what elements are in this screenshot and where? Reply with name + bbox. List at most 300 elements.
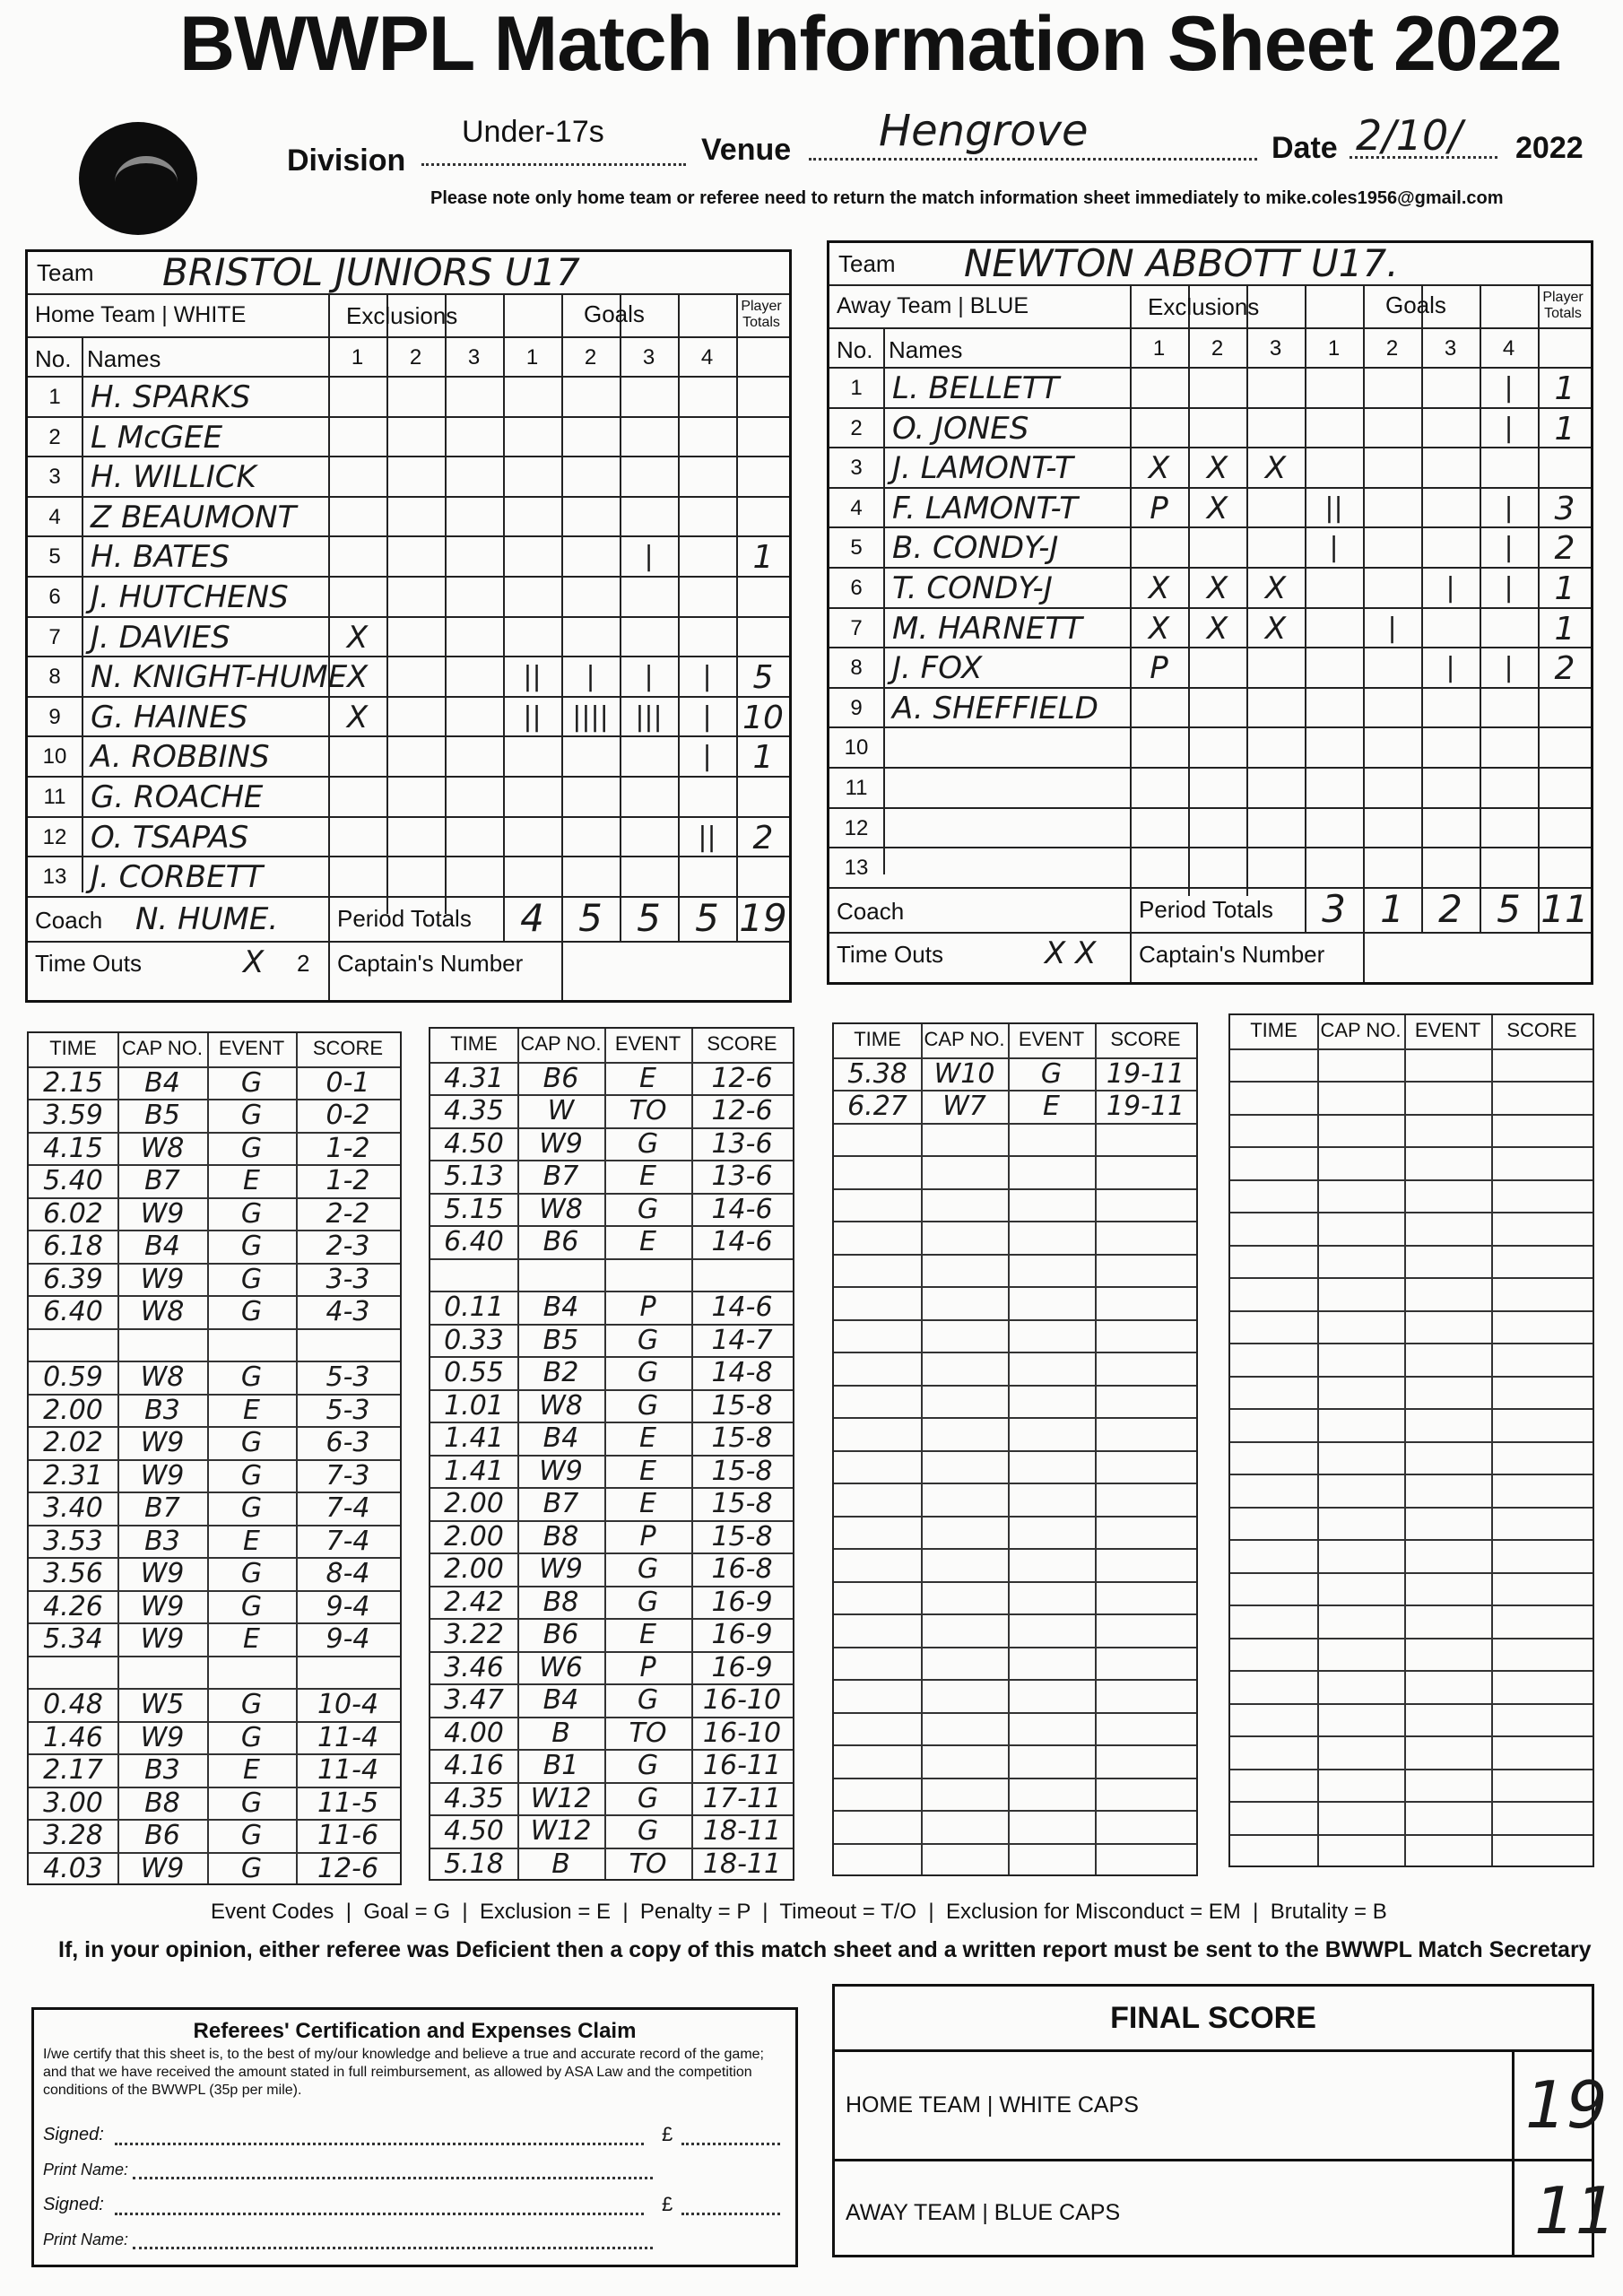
log-entry[interactable]: 4.16 (444, 1750, 504, 1781)
player-row-line (28, 456, 789, 457)
log-entry[interactable]: 4.50 (444, 1815, 504, 1847)
log-entry[interactable]: E (639, 1161, 656, 1192)
log-entry[interactable]: 3.53 (43, 1525, 103, 1557)
exclusion-mark[interactable]: P (1150, 650, 1168, 687)
log-entry[interactable]: 2.00 (444, 1488, 504, 1519)
log-entry[interactable]: W9 (140, 1197, 185, 1230)
log-entry[interactable]: W6 (539, 1651, 583, 1683)
period-total[interactable]: 4 (520, 895, 544, 940)
player-row-line (829, 567, 1591, 569)
home-time-outs-marks[interactable]: X (243, 944, 265, 980)
log-entry[interactable]: B3 (144, 1525, 180, 1557)
log-entry[interactable]: E (243, 1754, 260, 1786)
log-entry[interactable]: 6.39 (43, 1263, 103, 1295)
player-name[interactable]: B. CONDY-J (892, 530, 1059, 567)
log-entry[interactable]: 16-11 (702, 1750, 782, 1781)
log-entry[interactable]: P (639, 1292, 656, 1323)
log-entry[interactable]: E (639, 1422, 656, 1454)
exclusion-mark[interactable]: X (1264, 570, 1287, 606)
log-entry[interactable]: 5.40 (43, 1165, 103, 1196)
log-entry[interactable]: B4 (542, 1292, 579, 1323)
log-entry[interactable]: W8 (539, 1389, 583, 1422)
log-entry[interactable]: 3.28 (43, 1820, 103, 1851)
log-entry[interactable]: 13-6 (711, 1161, 773, 1192)
home-final-score[interactable]: 19 (1525, 2067, 1608, 2143)
log-entry[interactable]: 16-9 (711, 1619, 773, 1650)
goal-tally[interactable]: | (644, 541, 654, 573)
log-entry[interactable]: 15-8 (711, 1389, 773, 1422)
division-value[interactable]: Under-17s (462, 115, 604, 149)
goal-tally[interactable]: | (1387, 612, 1397, 644)
player-name[interactable]: L McGEE (91, 419, 223, 456)
away-time-outs-marks[interactable]: X X (1045, 935, 1097, 971)
log-entry[interactable]: 0-2 (325, 1100, 370, 1131)
home-team-name[interactable]: BRISTOL JUNIORS U17 (162, 250, 580, 294)
log-entry[interactable]: 16-8 (711, 1553, 773, 1585)
period-total[interactable]: 5 (637, 895, 661, 940)
log-entry[interactable]: 15-8 (711, 1422, 773, 1454)
log-entry[interactable]: 16-10 (702, 1684, 782, 1716)
log-entry[interactable]: W9 (539, 1553, 583, 1585)
exclusion-mark[interactable]: X (1148, 570, 1170, 606)
log-entry[interactable]: 4.35 (444, 1782, 504, 1814)
log-entry[interactable]: E (1043, 1091, 1060, 1122)
player-total[interactable]: 1 (1554, 570, 1575, 607)
log-entry[interactable]: B3 (144, 1754, 180, 1786)
log-entry[interactable]: 1.01 (444, 1389, 504, 1422)
goal-tally[interactable]: || (523, 661, 542, 693)
log-entry[interactable]: G (240, 1787, 263, 1819)
log-entry[interactable]: 9-4 (325, 1623, 370, 1655)
exclusion-mark[interactable]: X (1264, 610, 1287, 647)
exclusion-mark[interactable]: X (1148, 450, 1170, 487)
log-entry[interactable]: 2.15 (43, 1066, 103, 1099)
log-entry[interactable]: 14-6 (711, 1292, 773, 1323)
log-entry[interactable]: 3.40 (43, 1492, 103, 1524)
log-entry[interactable]: G (240, 1852, 263, 1884)
goal-tally[interactable]: | (1329, 532, 1339, 564)
log-entry[interactable]: 1.41 (444, 1455, 504, 1487)
log-entry[interactable]: G (240, 1689, 263, 1720)
player-name[interactable]: J. CORBETT (91, 859, 264, 896)
log-entry[interactable]: 12-6 (711, 1062, 773, 1094)
log-entry[interactable]: 6.02 (43, 1197, 103, 1230)
log-entry[interactable]: 4.31 (444, 1062, 504, 1094)
log-entry[interactable]: 2-2 (325, 1197, 370, 1230)
log-entry[interactable]: 8-4 (325, 1558, 370, 1589)
log-entry[interactable]: B7 (542, 1488, 579, 1519)
log-entry[interactable]: W8 (140, 1361, 185, 1393)
away-team-name[interactable]: NEWTON ABBOTT U17. (964, 241, 1399, 285)
log-entry[interactable]: B7 (542, 1161, 579, 1192)
log-entry[interactable]: 11-4 (317, 1721, 379, 1753)
player-total[interactable]: 3 (1554, 490, 1575, 527)
log-entry[interactable]: G (637, 1586, 659, 1618)
player-total[interactable]: 2 (1554, 530, 1575, 568)
log-entry[interactable]: G (637, 1684, 659, 1716)
log-entry[interactable]: B (551, 1717, 570, 1749)
log-entry[interactable]: 6-3 (325, 1427, 370, 1458)
log-entry[interactable]: 0-1 (325, 1066, 370, 1099)
player-name[interactable]: M. HARNETT (892, 610, 1082, 647)
log-entry[interactable]: 2.00 (444, 1520, 504, 1552)
log-entry[interactable]: P (639, 1651, 656, 1683)
log-entry[interactable]: 4.03 (43, 1852, 103, 1884)
log-entry[interactable]: G (637, 1324, 659, 1356)
log-entry[interactable]: 3.00 (43, 1787, 103, 1819)
log-entry[interactable]: W12 (530, 1815, 592, 1847)
goal-tally[interactable]: | (1504, 572, 1514, 604)
log-entry[interactable]: 7-4 (325, 1492, 370, 1524)
log-entry[interactable]: 5.18 (444, 1848, 504, 1880)
log-entry[interactable]: 13-6 (711, 1127, 773, 1160)
exclusion-mark[interactable]: X (346, 659, 369, 696)
log-entry[interactable]: W9 (140, 1558, 185, 1589)
player-total[interactable]: 10 (742, 699, 784, 736)
log-entry[interactable]: B3 (144, 1394, 180, 1426)
log-entry[interactable]: W9 (140, 1263, 185, 1295)
log-entry[interactable]: 4.35 (444, 1095, 504, 1126)
player-name[interactable]: H. BATES (91, 539, 230, 576)
log-entry[interactable]: G (240, 1197, 263, 1230)
player-total[interactable]: 1 (752, 739, 774, 777)
log-entry[interactable]: TO (629, 1848, 667, 1880)
period-number: 4 (1502, 336, 1515, 361)
log-entry[interactable]: 0.59 (43, 1361, 103, 1393)
log-entry[interactable]: E (243, 1165, 260, 1196)
log-entry[interactable]: 3.59 (43, 1100, 103, 1131)
log-entry[interactable]: 5.34 (43, 1623, 103, 1655)
period-total[interactable]: 3 (1322, 886, 1346, 931)
player-total[interactable]: 1 (1554, 610, 1575, 648)
log-entry[interactable]: G (240, 1296, 263, 1327)
log-entry[interactable]: G (240, 1721, 263, 1753)
log-entry[interactable]: B (551, 1848, 570, 1880)
log-entry[interactable]: G (240, 1820, 263, 1851)
log-entry[interactable]: 3.46 (444, 1651, 504, 1683)
log-entry[interactable]: P (639, 1520, 656, 1552)
log-entry[interactable]: W8 (140, 1132, 185, 1164)
log-entry[interactable]: G (637, 1193, 659, 1225)
exclusion-mark[interactable]: X (1206, 570, 1228, 606)
player-name[interactable]: T. CONDY-J (892, 570, 1053, 606)
exclusion-mark[interactable]: X (1264, 450, 1287, 487)
log-entry[interactable]: 4.00 (444, 1717, 504, 1749)
player-total[interactable]: 1 (1554, 370, 1575, 407)
log-entry[interactable]: B2 (542, 1357, 579, 1388)
signed-1-line[interactable] (115, 2143, 644, 2145)
log-entry[interactable]: W9 (140, 1590, 185, 1622)
amount-1-line[interactable] (681, 2143, 780, 2145)
log-entry[interactable]: 3.47 (444, 1684, 504, 1716)
log-entry[interactable]: 1-2 (325, 1165, 370, 1196)
log-row-line (834, 1679, 1196, 1681)
log-entry[interactable]: W9 (140, 1721, 185, 1753)
log-entry[interactable]: 5.38 (847, 1057, 907, 1090)
log-entry[interactable]: B5 (144, 1100, 180, 1131)
date-value[interactable]: 2/10/ (1356, 111, 1462, 160)
log-entry[interactable]: 3.22 (444, 1619, 504, 1650)
log-entry[interactable]: 1.41 (444, 1422, 504, 1454)
log-entry[interactable]: 3.56 (43, 1558, 103, 1589)
player-name[interactable]: A. ROBBINS (91, 739, 270, 776)
amount-2-line[interactable] (681, 2213, 780, 2215)
period-total[interactable]: 5 (1497, 886, 1521, 931)
goal-tally[interactable]: | (702, 700, 712, 733)
print-name-2-line[interactable] (133, 2247, 653, 2249)
log-entry[interactable]: 6.40 (43, 1296, 103, 1327)
log-entry[interactable]: 5.15 (444, 1193, 504, 1225)
log-entry[interactable]: 4.26 (43, 1590, 103, 1622)
log-entry[interactable]: W8 (539, 1193, 583, 1225)
log-entry[interactable]: E (639, 1062, 656, 1094)
log-entry[interactable]: G (240, 1066, 263, 1099)
log-entry[interactable]: B6 (542, 1062, 579, 1094)
log-entry[interactable]: 14-8 (711, 1357, 773, 1388)
player-total[interactable]: 2 (752, 819, 774, 857)
log-entry[interactable]: 2.31 (43, 1459, 103, 1492)
signed-2-line[interactable] (115, 2213, 644, 2215)
exclusion-mark[interactable]: X (1206, 450, 1228, 487)
log-entry[interactable]: 0.33 (444, 1324, 504, 1356)
log-entry[interactable]: 11-6 (317, 1820, 379, 1851)
log-entry[interactable]: 12-6 (317, 1852, 379, 1884)
log-entry[interactable]: 7-3 (325, 1459, 370, 1492)
player-total[interactable]: 5 (752, 659, 774, 697)
log-entry[interactable]: 2.42 (444, 1586, 504, 1618)
log-entry[interactable]: W9 (539, 1455, 583, 1487)
player-name[interactable]: O. JONES (892, 410, 1029, 447)
player-name[interactable]: O. TSAPAS (91, 819, 249, 856)
log-entry[interactable]: E (243, 1525, 260, 1557)
player-name[interactable]: L. BELLETT (892, 370, 1060, 406)
log-entry[interactable]: B4 (144, 1066, 180, 1099)
log-entry[interactable]: 7-4 (325, 1525, 370, 1557)
log-entry[interactable]: G (240, 1263, 263, 1295)
log-entry[interactable]: 19-11 (1106, 1057, 1185, 1090)
goal-tally[interactable]: | (702, 661, 712, 693)
log-entry[interactable]: G (240, 1558, 263, 1589)
log-entry[interactable]: 0.48 (43, 1689, 103, 1720)
goal-tally[interactable]: | (1504, 491, 1514, 524)
log-entry[interactable]: W5 (140, 1689, 185, 1720)
log-entry[interactable]: G (637, 1357, 659, 1388)
goal-tally[interactable]: | (644, 661, 654, 693)
log-entry[interactable]: G (637, 1750, 659, 1781)
log-entry[interactable]: G (1040, 1057, 1063, 1090)
log-entry[interactable]: 16-9 (711, 1586, 773, 1618)
log-entry[interactable]: G (637, 1553, 659, 1585)
goal-tally[interactable]: || (698, 821, 716, 853)
log-entry[interactable]: G (637, 1782, 659, 1814)
log-entry[interactable]: 14-6 (711, 1226, 773, 1257)
log-entry[interactable]: 14-7 (711, 1324, 773, 1356)
goal-tally[interactable]: |||| (572, 700, 609, 733)
player-total[interactable]: 1 (752, 539, 774, 577)
log-entry[interactable]: 2.02 (43, 1427, 103, 1458)
log-entry[interactable]: 5-3 (325, 1361, 370, 1393)
log-entry[interactable]: B6 (542, 1619, 579, 1650)
venue-value[interactable]: Hengrove (879, 106, 1089, 156)
period-total[interactable]: 2 (1438, 886, 1462, 931)
log-entry[interactable]: B7 (144, 1165, 180, 1196)
log-entry[interactable]: B5 (542, 1324, 579, 1356)
log-entry[interactable]: B6 (542, 1226, 579, 1257)
exclusion-mark[interactable]: X (1206, 610, 1228, 647)
log-header: SCORE (707, 1032, 777, 1055)
log-entry[interactable]: E (639, 1619, 656, 1650)
log-entry[interactable]: 18-11 (702, 1815, 782, 1847)
goal-tally[interactable]: | (586, 661, 595, 693)
home-coach-name[interactable]: N. HUME. (135, 900, 279, 937)
period-total[interactable]: 1 (1380, 886, 1404, 931)
log-entry[interactable]: 16-9 (711, 1651, 773, 1683)
log-entry[interactable]: 4-3 (325, 1296, 370, 1327)
player-name[interactable]: J. DAVIES (91, 619, 230, 656)
exclusion-mark[interactable]: P (1150, 490, 1168, 526)
player-name[interactable]: N. KNIGHT-HUME (91, 659, 348, 696)
period-total[interactable]: 5 (578, 895, 603, 940)
period-total[interactable]: 19 (739, 895, 787, 940)
captains-number-label: Captain's Number (1139, 940, 1325, 968)
goal-tally[interactable]: | (1504, 652, 1514, 684)
log-entry[interactable]: G (240, 1100, 263, 1131)
log-entry[interactable]: G (240, 1361, 263, 1393)
log-entry[interactable]: W8 (140, 1296, 185, 1327)
goal-tally[interactable]: | (702, 741, 712, 773)
goal-tally[interactable]: | (1445, 652, 1455, 684)
print-name-1-line[interactable] (133, 2177, 653, 2179)
log-entry[interactable]: E (639, 1455, 656, 1487)
log-entry[interactable]: W12 (530, 1782, 592, 1814)
log-entry[interactable]: E (639, 1226, 656, 1257)
log-entry[interactable]: 17-11 (702, 1782, 782, 1814)
goal-tally[interactable]: ||| (635, 700, 663, 733)
player-name[interactable]: H. WILLICK (91, 459, 256, 496)
goal-tally[interactable]: | (1504, 412, 1514, 444)
player-total[interactable]: 1 (1554, 410, 1575, 448)
log-entry[interactable]: 6.18 (43, 1231, 103, 1262)
log-entry[interactable]: 12-6 (711, 1095, 773, 1126)
away-final-score[interactable]: 11 (1534, 2173, 1617, 2248)
goal-tally[interactable]: || (1324, 491, 1343, 524)
goal-tally[interactable]: | (1504, 532, 1514, 564)
player-name[interactable]: H. SPARKS (91, 379, 251, 415)
log-entry[interactable]: 4.50 (444, 1127, 504, 1160)
log-entry[interactable]: G (240, 1132, 263, 1164)
log-entry[interactable]: 19-11 (1106, 1091, 1185, 1122)
log-entry[interactable]: G (240, 1459, 263, 1492)
period-total[interactable]: 5 (695, 895, 719, 940)
log-entry[interactable]: 2.00 (444, 1553, 504, 1585)
log-entry[interactable]: 10-4 (317, 1689, 379, 1720)
log-entry[interactable]: TO (629, 1717, 667, 1749)
log-entry[interactable]: B1 (542, 1750, 579, 1781)
log-entry[interactable]: 0.11 (444, 1292, 504, 1323)
log-entry[interactable]: 18-11 (702, 1848, 782, 1880)
exclusion-mark[interactable]: X (346, 619, 369, 656)
log-entry[interactable]: B6 (144, 1820, 180, 1851)
log-entry[interactable]: E (639, 1488, 656, 1519)
log-entry[interactable]: G (240, 1427, 263, 1458)
log-entry[interactable]: 5.13 (444, 1161, 504, 1192)
log-entry[interactable]: 16-10 (702, 1717, 782, 1749)
log-entry[interactable]: B8 (542, 1520, 579, 1552)
player-name[interactable]: Z BEAUMONT (91, 499, 297, 535)
log-entry[interactable]: 15-8 (711, 1520, 773, 1552)
player-name[interactable]: G. ROACHE (91, 779, 264, 815)
log-entry[interactable]: B8 (542, 1586, 579, 1618)
log-entry[interactable]: TO (629, 1095, 667, 1126)
log-entry[interactable]: 2-3 (325, 1231, 370, 1262)
log-entry[interactable]: E (243, 1623, 260, 1655)
log-entry[interactable]: W9 (140, 1623, 185, 1655)
log-entry[interactable]: B4 (144, 1231, 180, 1262)
log-entry[interactable]: G (637, 1815, 659, 1847)
goal-tally[interactable]: || (523, 700, 542, 733)
log-entry[interactable]: W7 (942, 1091, 986, 1122)
player-total[interactable]: 2 (1554, 650, 1575, 688)
log-entry[interactable]: G (240, 1231, 263, 1262)
log-entry[interactable]: 2.00 (43, 1394, 103, 1426)
log-entry[interactable]: 14-6 (711, 1193, 773, 1225)
exclusion-mark[interactable]: X (1206, 490, 1228, 526)
log-entry[interactable]: W9 (140, 1852, 185, 1884)
period-total[interactable]: 11 (1541, 886, 1589, 931)
goal-tally[interactable]: | (1504, 372, 1514, 404)
player-name[interactable]: J. FOX (892, 650, 983, 687)
log-entry[interactable]: 5-3 (325, 1394, 370, 1426)
log-entry[interactable]: E (243, 1394, 260, 1426)
log-entry[interactable]: 6.27 (847, 1091, 907, 1122)
log-entry[interactable]: W9 (140, 1427, 185, 1458)
goal-tally[interactable]: | (1445, 572, 1455, 604)
log-entry[interactable]: G (240, 1590, 263, 1622)
player-name[interactable]: J. LAMONT-T (892, 450, 1073, 487)
player-name[interactable]: G. HAINES (91, 699, 248, 735)
log-entry[interactable]: 4.15 (43, 1132, 103, 1164)
log-entry[interactable]: B4 (542, 1422, 579, 1454)
log-entry[interactable]: 3-3 (325, 1263, 370, 1295)
log-entry[interactable]: 0.55 (444, 1357, 504, 1388)
log-entry[interactable]: B8 (144, 1787, 180, 1819)
player-number: 2 (48, 424, 61, 449)
log-entry[interactable]: G (637, 1389, 659, 1422)
log-entry[interactable]: 9-4 (325, 1590, 370, 1622)
log-entry[interactable]: W9 (539, 1127, 583, 1160)
log-entry[interactable]: W10 (933, 1057, 995, 1090)
log-entry[interactable]: 11-4 (317, 1754, 379, 1786)
log-entry[interactable]: W (547, 1095, 575, 1126)
exclusion-mark[interactable]: X (346, 699, 369, 735)
log-entry[interactable]: 15-8 (711, 1488, 773, 1519)
log-entry[interactable]: B4 (542, 1684, 579, 1716)
player-name[interactable]: F. LAMONT-T (892, 490, 1079, 526)
player-name[interactable]: A. SHEFFIELD (892, 690, 1098, 726)
log-entry[interactable]: G (637, 1127, 659, 1160)
log-entry[interactable]: 6.40 (444, 1226, 504, 1257)
log-entry[interactable]: 2.17 (43, 1754, 103, 1786)
log-entry[interactable]: 15-8 (711, 1455, 773, 1487)
player-name[interactable]: J. HUTCHENS (91, 579, 289, 615)
log-entry[interactable]: 11-5 (317, 1787, 379, 1819)
log-entry[interactable]: G (240, 1492, 263, 1524)
exclusion-mark[interactable]: X (1148, 610, 1170, 647)
log-entry[interactable]: 1.46 (43, 1721, 103, 1753)
log-entry[interactable]: 1-2 (325, 1132, 370, 1164)
log-entry[interactable]: W9 (140, 1459, 185, 1492)
log-entry[interactable]: B7 (144, 1492, 180, 1524)
